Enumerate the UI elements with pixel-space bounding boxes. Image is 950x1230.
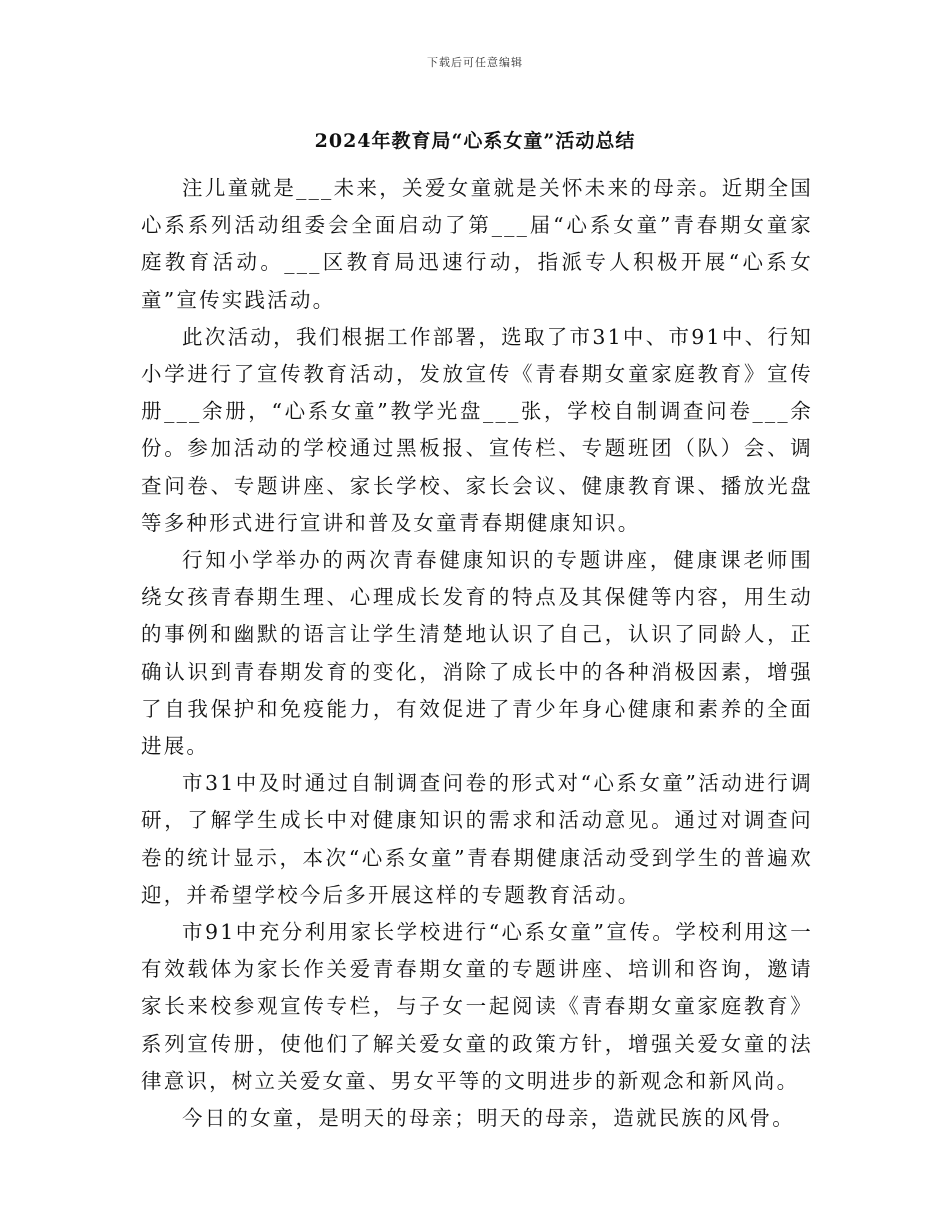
- paragraph-4: 市31中及时通过自制调查问卷的形式对“心系女童”活动进行调研，了解学生成长中对健康知识的需求和活动意见。通过对调查问卷的统计显示，本次“心系女童”青春期健康活动受到学生的普遍欢迎，并希望学校今后多开展这样的专题教育活动。: [141, 771, 813, 907]
- paragraph-2: 此次活动，我们根据工作部署，选取了市31中、市91中、行知小学进行了宣传教育活动，发放宣传《青春期女童家庭教育》宣传册___余册，“心系女童”教学光盘___张，学校自制调查问卷___余份。参加活动的学校通过黑板报、宣传栏、专题班团（队）会、调查问卷、专题讲座、家长学校、家长会议、健康教育课、播放光盘等多种形式进行宣讲和普及女童青春期健康知识。: [141, 324, 813, 535]
- paragraph-1: 注儿童就是___未来，关爱女童就是关怀未来的母亲。近期全国心系系列活动组委会全面启动了第___届“心系女童”青春期女童家庭教育活动。___区教育局迅速行动，指派专人积极开展“心系女童”宣传实践活动。: [141, 176, 813, 312]
- paragraph-5: 市91中充分利用家长学校进行“心系女童”宣传。学校利用这一有效载体为家长作关爱青春期女童的专题讲座、培训和咨询，邀请家长来校参观宣传专栏，与子女一起阅读《青春期女童家庭教育》系列宣传册，使他们了解关爱女童的政策方针，增强关爱女童的法律意识，树立关爱女童、男女平等的文明进步的新观念和新风尚。: [141, 920, 813, 1093]
- document-body: [141, 170, 813, 1137]
- document-title: 2024年教育局“心系女童”活动总结: [314, 130, 636, 152]
- header-note: 下载后可任意编辑: [427, 56, 523, 69]
- paragraph-6: 今日的女童，是明天的母亲；明天的母亲，造就民族的风骨。: [182, 1106, 795, 1131]
- paragraph-3: 行知小学举办的两次青春健康知识的专题讲座，健康课老师围绕女孩青春期生理、心理成长发育的特点及其保健等内容，用生动的事例和幽默的语言让学生清楚地认识了自己，认识了同龄人，正确认识到青春期发育的变化，消除了成长中的各种消极因素，增强了自我保护和免疫能力，有效促进了青少年身心健康和素养的全面进展。: [141, 548, 813, 759]
